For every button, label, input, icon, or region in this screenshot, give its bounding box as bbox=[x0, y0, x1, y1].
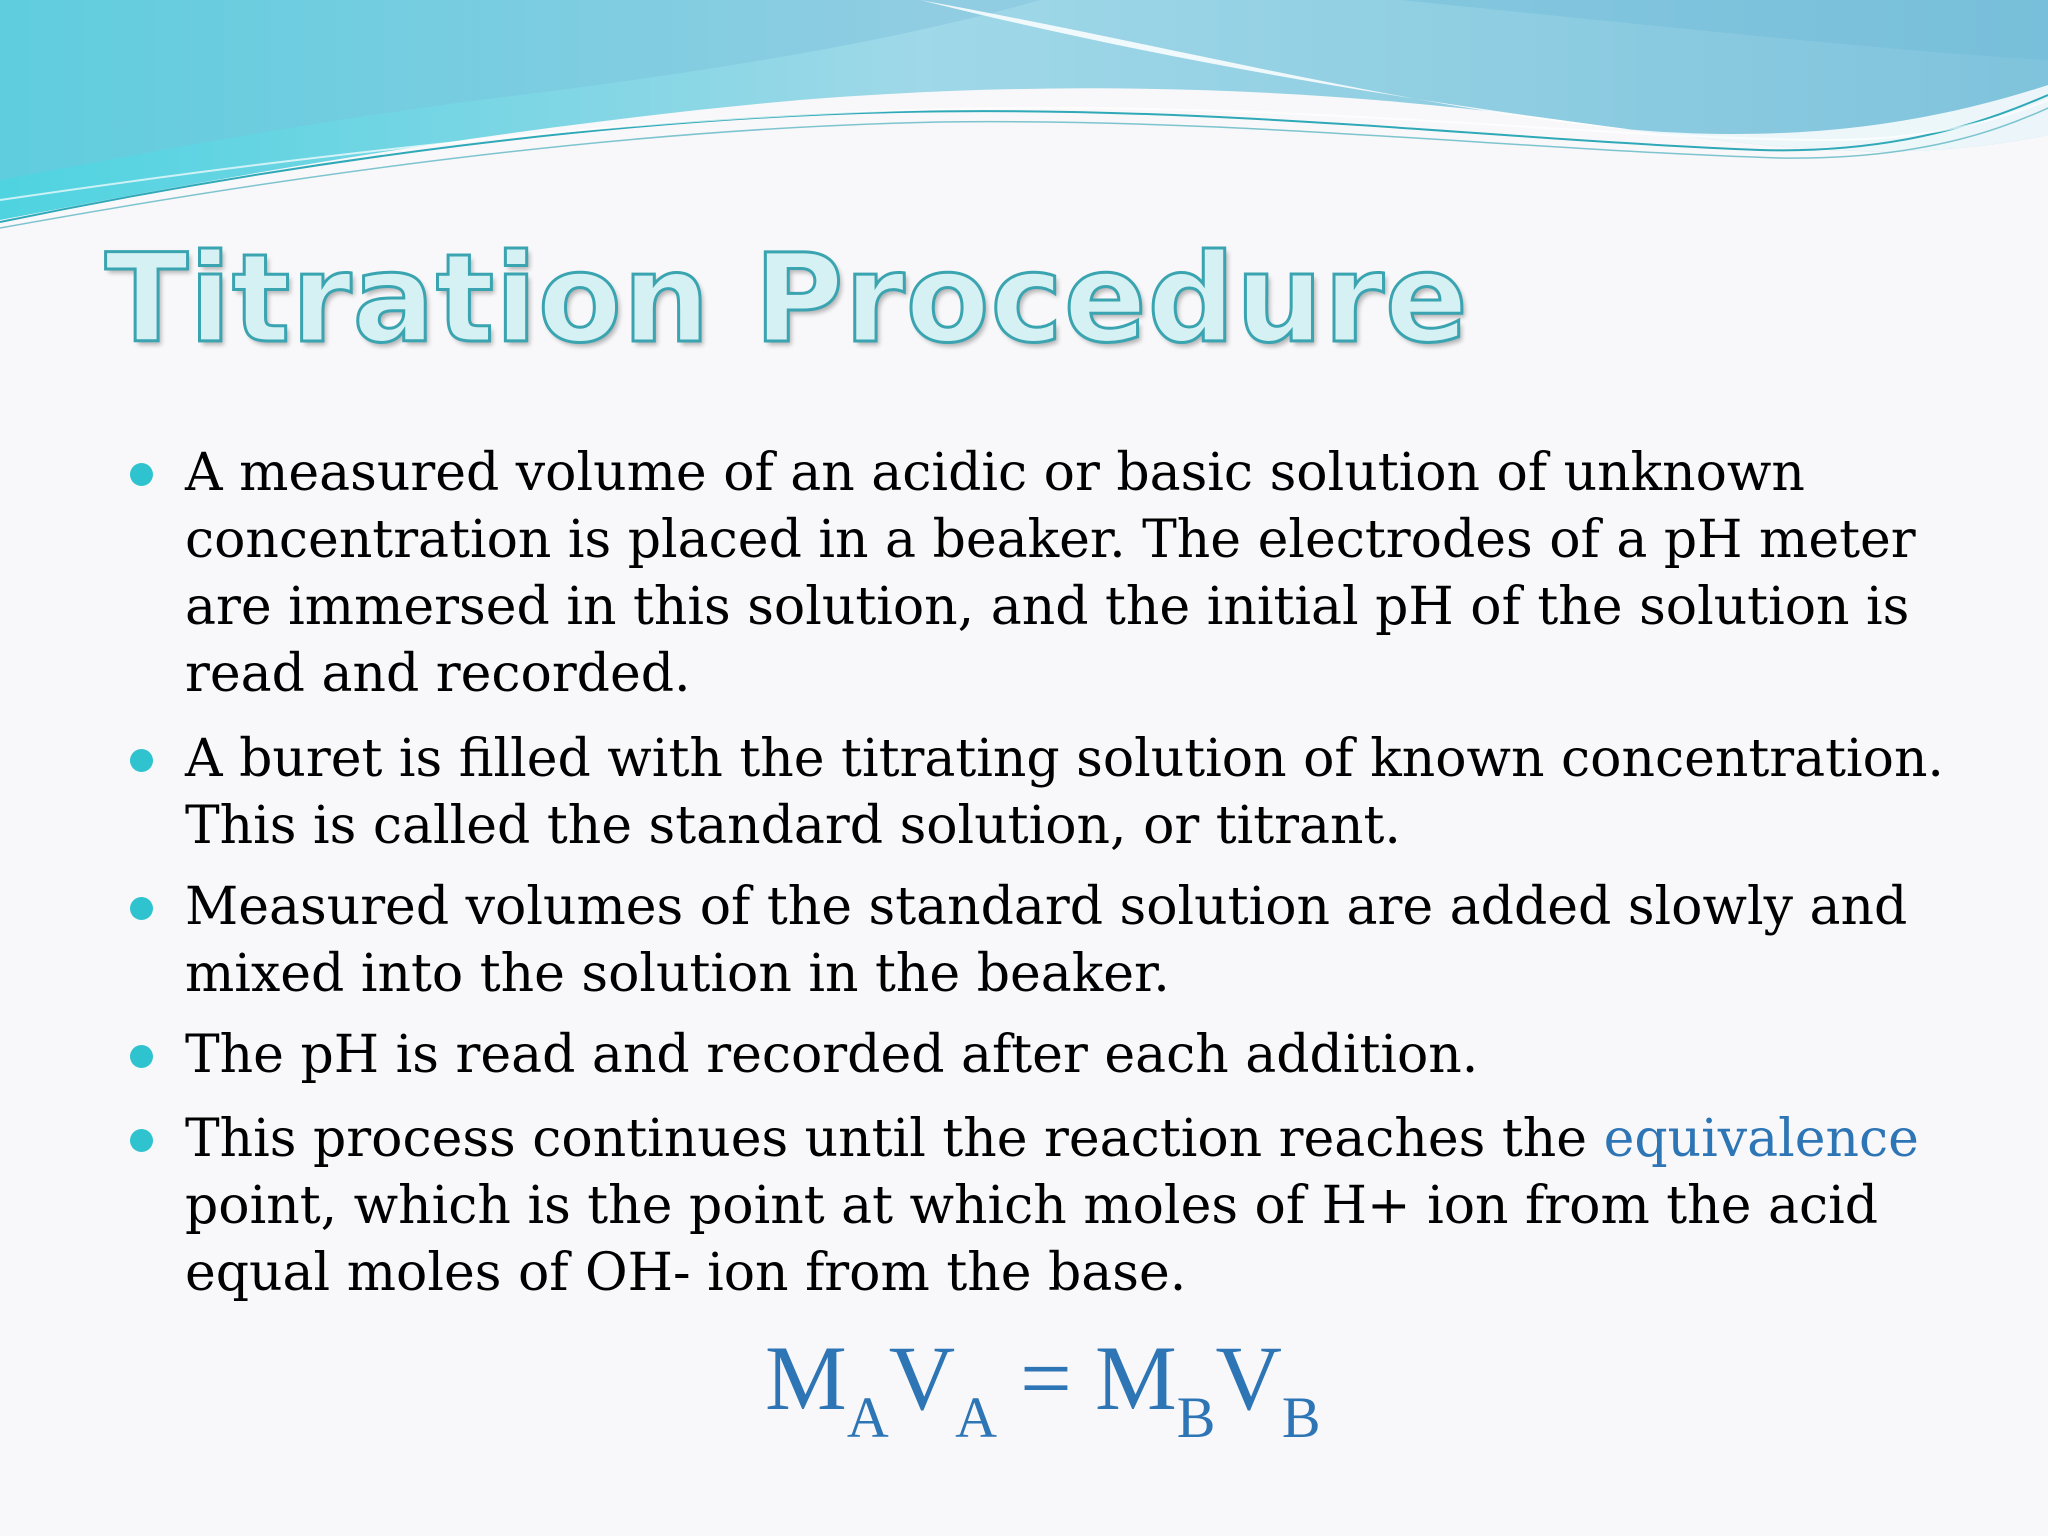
slide-title: Titration Procedure bbox=[105, 228, 1469, 370]
bullet-5-text-end: point, which is the point at which moles of H+ ion from the acid equal moles of OH- ion from the base. bbox=[185, 1176, 1879, 1303]
formula-subscript: B bbox=[1281, 1385, 1321, 1450]
bullet-item-4: The pH is read and recorded after each addition. bbox=[185, 1025, 1479, 1085]
equivalence-term: equivalence bbox=[1603, 1109, 1919, 1169]
decorative-wave-header bbox=[0, 0, 2048, 260]
bullet-dot-icon bbox=[130, 1129, 153, 1152]
bullet-item-3: Measured volumes of the standard solution are added slowly and mixed into the solution in the beaker. bbox=[185, 877, 1908, 1004]
titration-formula bbox=[765, 1327, 1321, 1450]
formula-subscript: A bbox=[955, 1385, 998, 1450]
bullet-item-1: A measured volume of an acidic or basic solution of unknown concentration is placed in a beaker. The electrodes of a pH meter are immersed in this solution, and the initial pH of the solution is read and recorded. bbox=[185, 443, 1916, 704]
formula-subscript: A bbox=[846, 1385, 889, 1450]
bullet-dot-icon bbox=[130, 897, 153, 920]
bullet-5-text-start: This process continues until the reaction reaches the bbox=[185, 1109, 1604, 1169]
bullet-item-5 bbox=[185, 1106, 1945, 1307]
formula-v: V bbox=[888, 1327, 956, 1429]
formula-equals: = bbox=[997, 1327, 1095, 1429]
formula-subscript: B bbox=[1176, 1385, 1216, 1450]
bullet-dot-icon bbox=[130, 463, 153, 486]
formula-m: M bbox=[765, 1327, 847, 1429]
bullet-dot-icon bbox=[130, 1045, 153, 1068]
formula-v: V bbox=[1215, 1327, 1282, 1429]
formula-m: M bbox=[1094, 1327, 1177, 1429]
bullet-item-2: A buret is filled with the titrating solution of known concentration. This is called the standard solution, or titrant. bbox=[185, 729, 1944, 856]
bullet-dot-icon bbox=[130, 749, 153, 772]
